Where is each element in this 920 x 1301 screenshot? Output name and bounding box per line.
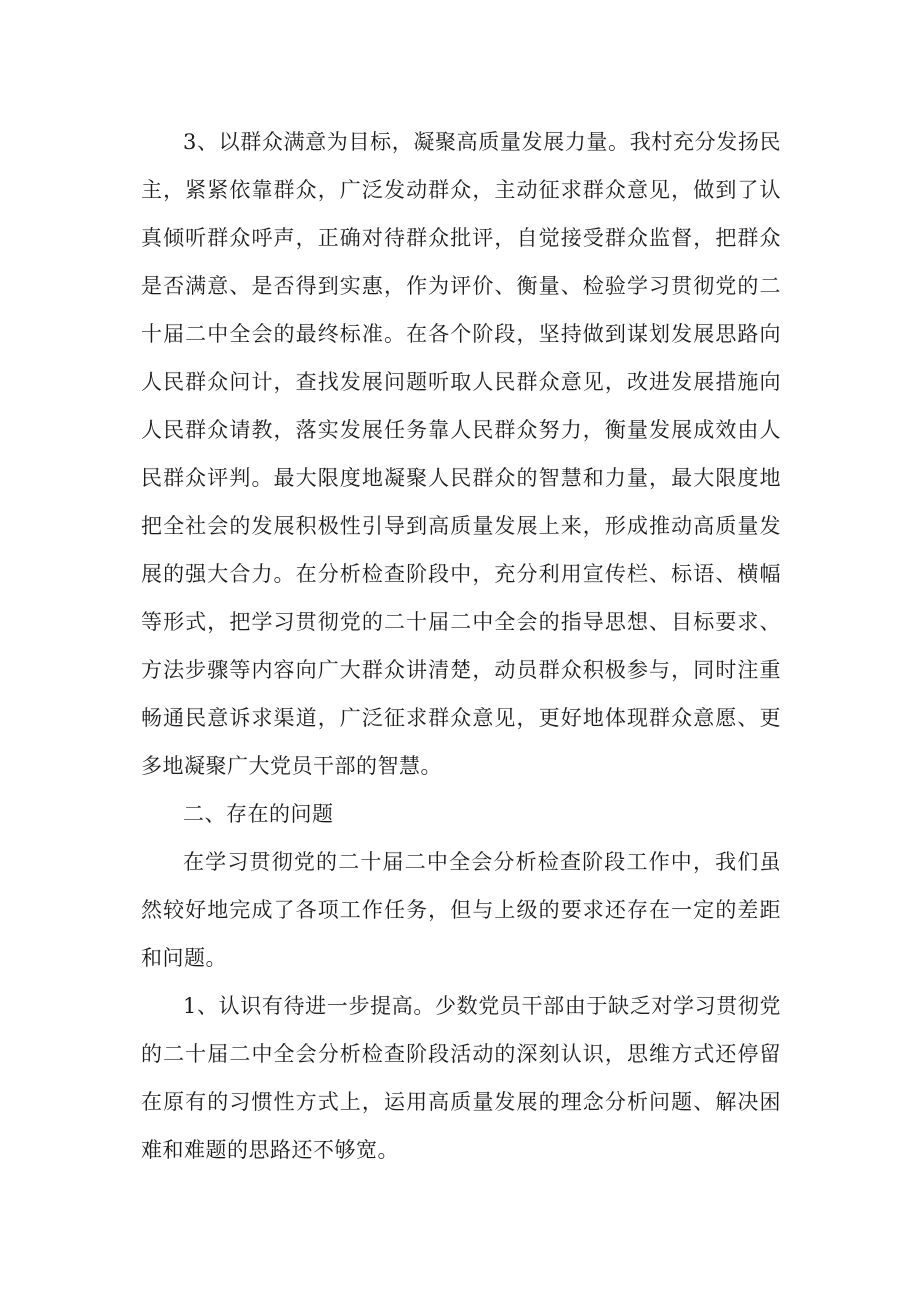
paragraph-problems-intro: 在学习贯彻党的二十届二中全会分析检查阶段工作中，我们虽然较好地完成了各项工作任务，但与上级的要求还存在一定的差距和问题。 — [141, 850, 781, 970]
paragraph-mass-satisfaction: 3、以群众满意为目标，凝聚高质量发展力量。我村充分发扬民主，紧紧依靠群众，广泛发动群众，主动征求群众意见，做到了认真倾听群众呼声，正确对待群众批评，自觉接受群众监督，把群众是否满意、是否得到实惠，作为评价、衡量、检验学习贯彻党的二十届二中全会的最终标准。在各个阶段，坚持做到谋划发展思路向人民群众问计，查找发展问题听取人民群众意见，改进发展措施向人民群众请教，落实发展任务靠人民群众努力，衡量发展成效由人民群众评判。最大限度地凝聚人民群众的智慧和力量，最大限度地把全社会的发展积极性引导到高质量发展上来，形成推动高质量发展的强大合力。在分析检查阶段中，充分利用宣传栏、标语、横幅等形式，把学习贯彻党的二十届二中全会的指导思想、目标要求、方法步骤等内容向广大群众讲清楚，动员群众积极参与，同时注重畅通民意诉求渠道，广泛征求群众意见，更好地体现群众意愿、更多地凝聚广大党员干部的智慧。 — [141, 130, 781, 778]
document-body — [141, 118, 781, 1174]
section-heading-existing-problems: 二、存在的问题 — [183, 802, 334, 826]
paragraph-awareness-issue: 1、认识有待进一步提高。少数党员干部由于缺乏对学习贯彻党的二十届二中全会分析检查阶段活动的深刻认识，思维方式还停留在原有的习惯性方式上，运用高质量发展的理念分析问题、解决困难和难题的思路还不够宽。 — [141, 994, 781, 1162]
